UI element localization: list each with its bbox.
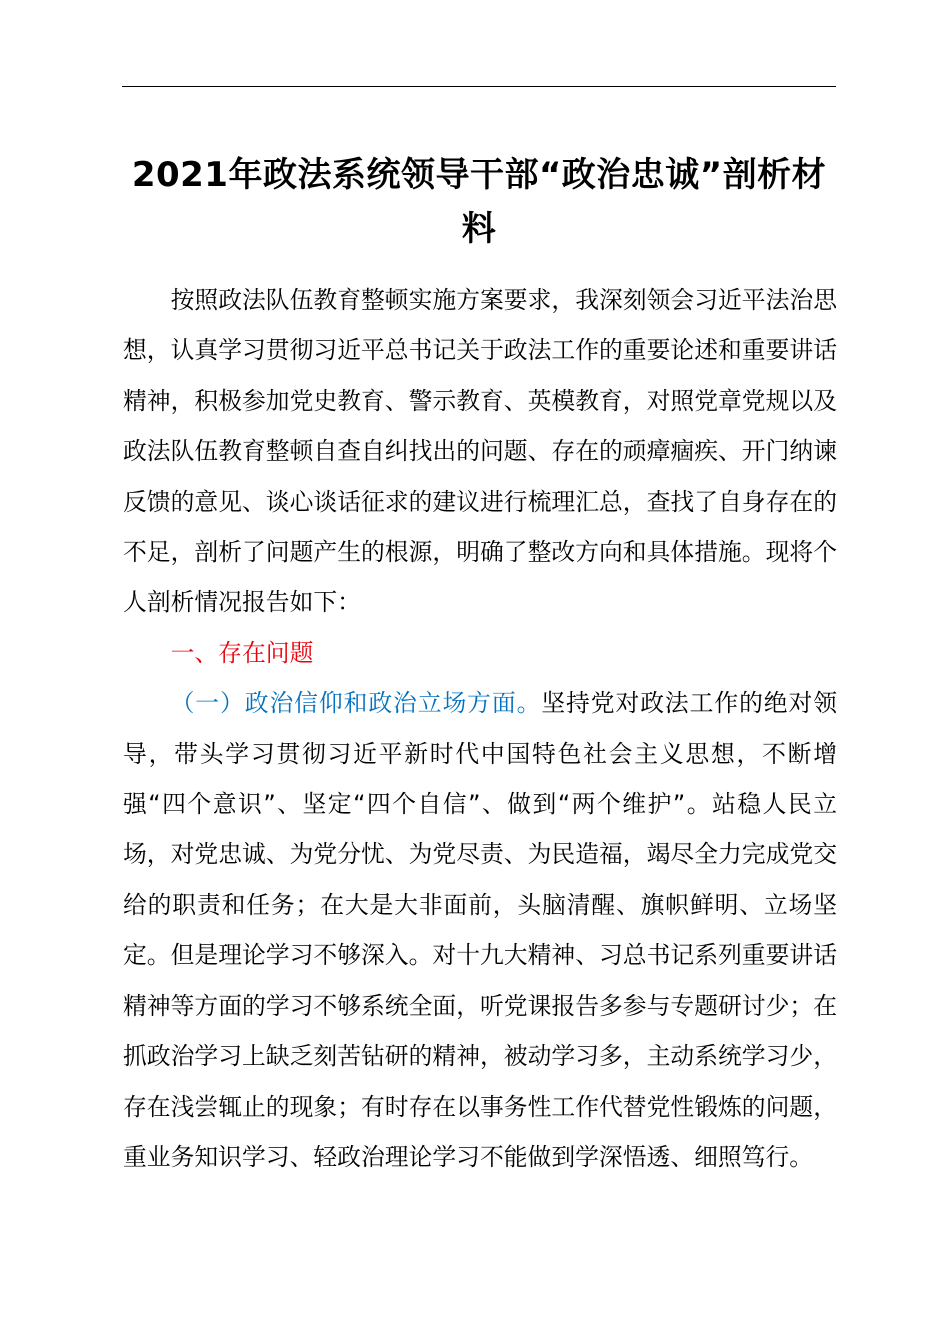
document-title: 2021年政法系统领导干部“政治忠诚”剖析材料 [131, 155, 827, 249]
header-rule [122, 86, 836, 87]
document-body [123, 275, 837, 1182]
section-heading: 一、存在问题 [170, 638, 314, 667]
subsection-paragraph [123, 678, 837, 1182]
intro-paragraph: 按照政法队伍教育整顿实施方案要求，我深刻领会习近平法治思想，认真学习贯彻习近平总书记关于政法工作的重要论述和重要讲话精神，积极参加党史教育、警示教育、英模教育，对照党章党规以及政法队伍教育整顿自查自纠找出的问题、存在的顽瘴痼疾、开门纳谏反馈的意见、谈心谈话征求的建议进行梳理汇总，查找了自身存在的不足，剖析了问题产生的根源，明确了整改方向和具体措施。现将个人剖析情况报告如下： [123, 286, 837, 617]
subsection-heading: （一）政治信仰和政治立场方面。 [170, 689, 542, 718]
subsection-body: 坚持党对政法工作的绝对领导，带头学习贯彻习近平新时代中国特色社会主义思想，不断增强“四个意识”、坚定“四个自信”、做到“两个维护”。站稳人民立场，对党忠诚、为党分忧、为党尽责、为民造福，竭尽全力完成党交给的职责和任务；在大是大非面前，头脑清醒、旗帜鲜明、立场坚定。但是理论学习不够深入。对十九大精神、习总书记系列重要讲话精神等方面的学习不够系统全面，听党课报告多参与专题研讨少；在抓政治学习上缺乏刻苦钻研的精神，被动学习多，主动系统学习少，存在浅尝辄止的现象；有时存在以事务性工作代替党性锻炼的问题，重业务知识学习、轻政治理论学习不能做到学深悟透、细照笃行。 [123, 689, 838, 1171]
